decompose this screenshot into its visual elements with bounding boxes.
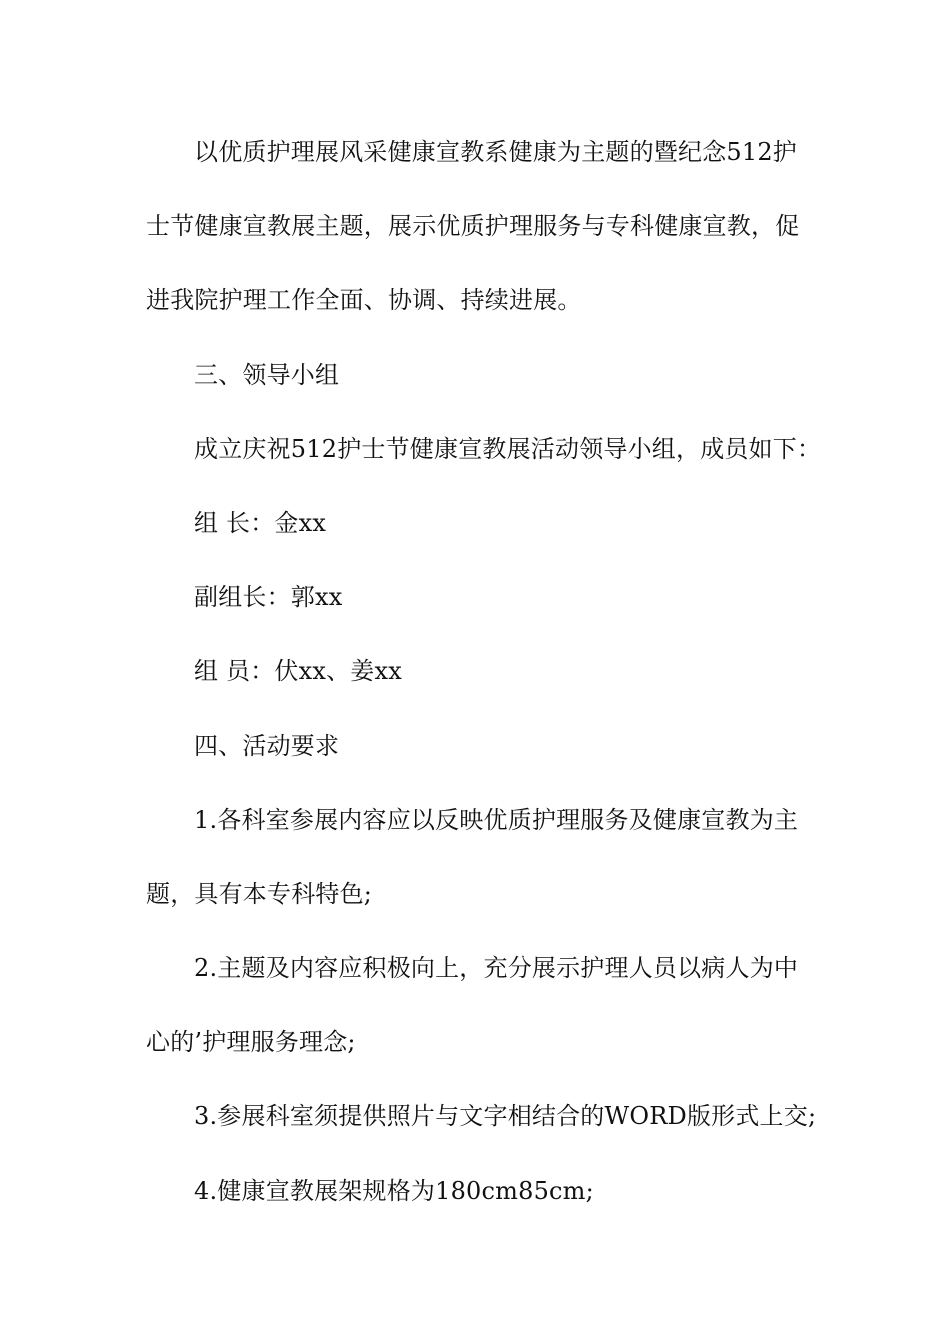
- section-heading-leadership: 三、领导小组: [194, 360, 340, 389]
- requirement-4: 4.健康宣教展架规格为180cm85cm;: [194, 1176, 594, 1205]
- team-members: 组 员：伏xx、姜xx: [194, 657, 402, 686]
- theme-paragraph-line-3: 进我院护理工作全面、协调、持续进展。: [146, 286, 582, 315]
- document-body: [146, 122, 822, 1235]
- requirement-3: 3.参展科室须提供照片与文字相结合的WORD版形式上交;: [194, 1102, 817, 1131]
- requirement-1-line-2: 题，具有本专科特色;: [146, 879, 373, 908]
- section-heading-requirements: 四、活动要求: [194, 731, 340, 760]
- theme-paragraph-line-2: 士节健康宣教展主题，展示优质护理服务与专科健康宣教，促: [146, 212, 800, 241]
- requirement-2-line-2: 心的’护理服务理念;: [146, 1028, 356, 1057]
- requirement-2-line-1: 2.主题及内容应积极向上，充分展示护理人员以病人为中: [194, 954, 799, 983]
- deputy-team-leader: 副组长：郭xx: [194, 583, 343, 612]
- leadership-intro: 成立庆祝512护士节健康宣教展活动领导小组，成员如下：: [194, 434, 822, 463]
- theme-paragraph-line-1: 以优质护理展风采健康宣教系健康为主题的暨纪念512护: [194, 138, 798, 166]
- requirement-1-line-1: 1.各科室参展内容应以反映优质护理服务及健康宣教为主: [194, 805, 799, 834]
- team-leader: 组 长：金xx: [194, 508, 327, 537]
